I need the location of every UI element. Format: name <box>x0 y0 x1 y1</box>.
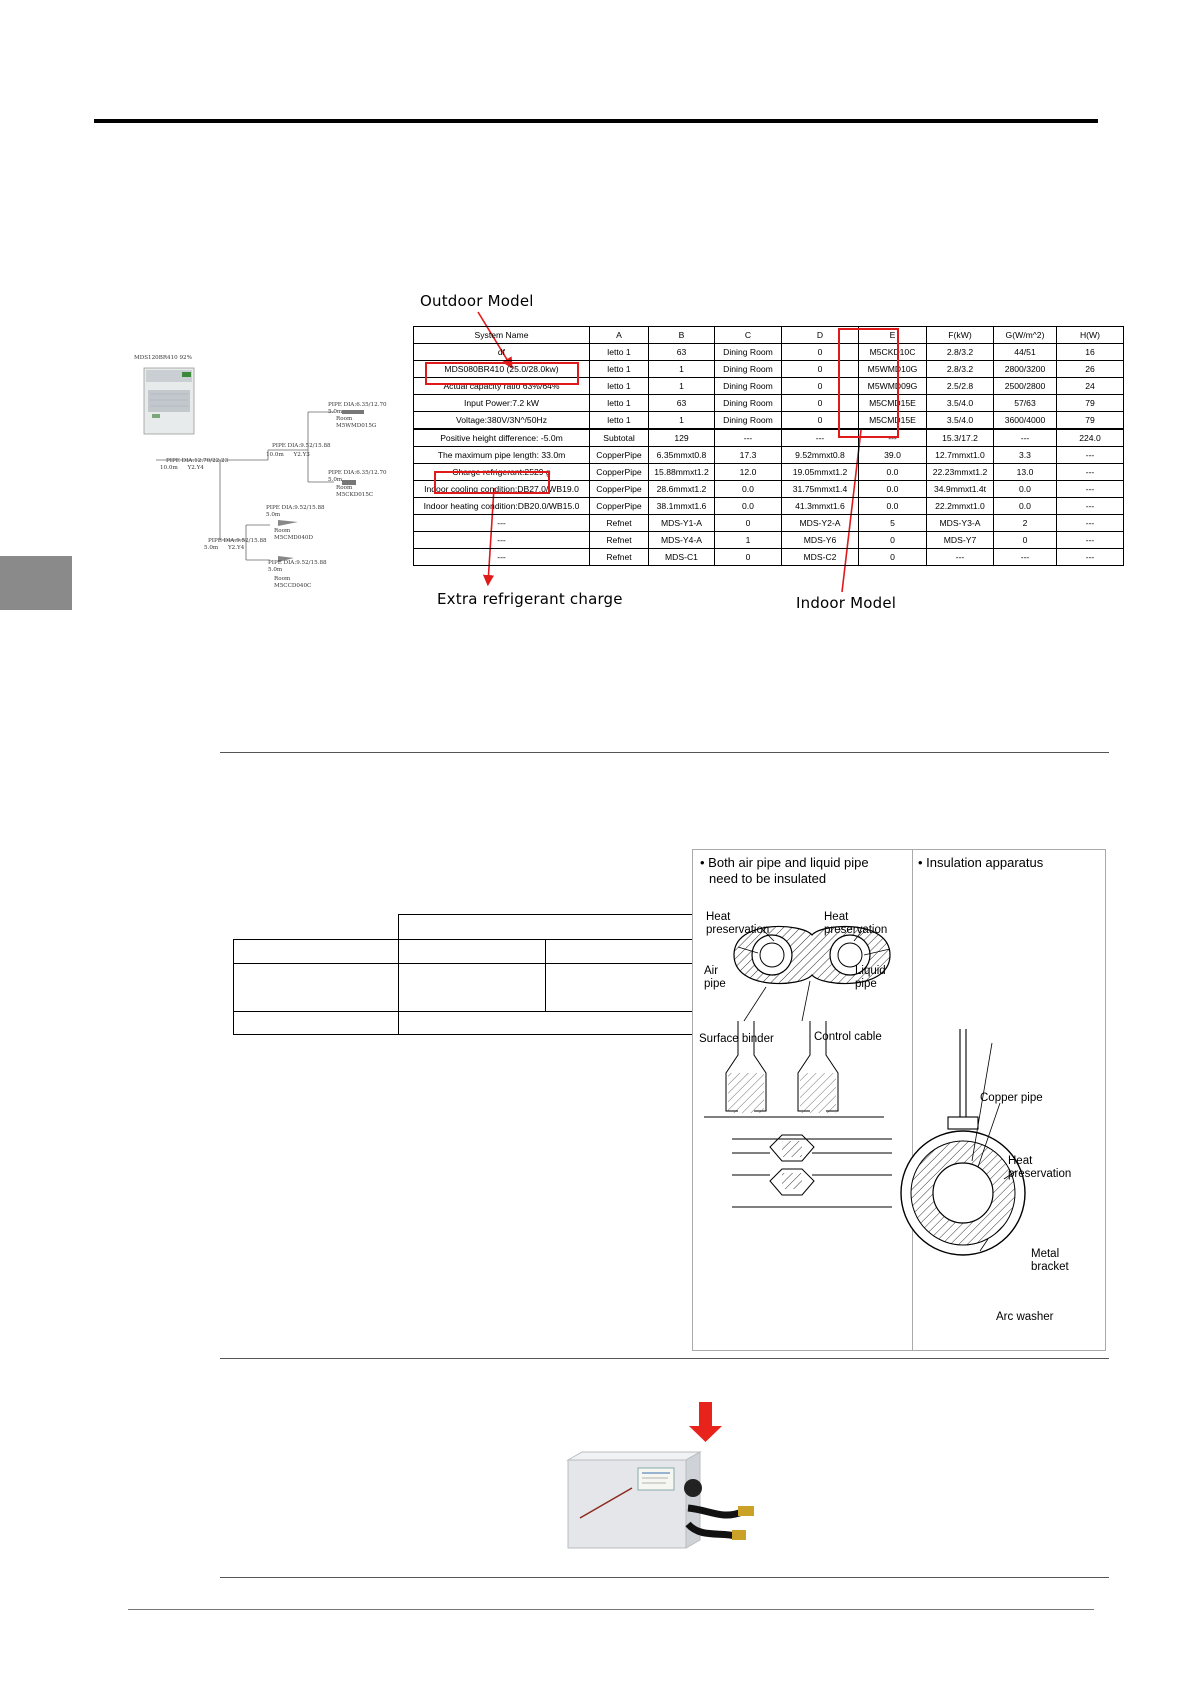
diagram-label: PIPE DIA:9.52/15.88 <box>208 538 267 544</box>
table-cell: 3.5/4.0 <box>927 395 994 412</box>
table-header-cell: E <box>859 327 927 344</box>
table-cell: --- <box>414 549 590 566</box>
table-cell: MDS-Y7 <box>927 532 994 549</box>
table-cell: 16 <box>1057 344 1124 361</box>
table-cell: 0.0 <box>859 498 927 515</box>
table-cell: 34.9mmxt1.4t <box>927 481 994 498</box>
diagram-label: 5.0m <box>204 545 219 551</box>
table-cell: 1 <box>649 378 715 395</box>
outdoor-model-box <box>425 362 579 385</box>
table-cell: letto 1 <box>590 412 649 430</box>
table-cell: 0 <box>715 549 782 566</box>
table-cell: MDS-C1 <box>649 549 715 566</box>
table-row <box>414 412 1124 430</box>
table-cell: M5CMD15E <box>859 412 927 430</box>
table-cell: --- <box>1057 447 1124 464</box>
footer-rule <box>128 1609 1094 1610</box>
table-cell: 3.5/4.0 <box>927 412 994 430</box>
table-cell: 1 <box>715 532 782 549</box>
indoor-model-callout: Indoor Model <box>796 594 897 612</box>
label-surface-binder: Surface binder <box>699 1033 774 1045</box>
table-cell: 28.6mmxt1.2 <box>649 481 715 498</box>
table-cell: 2800/3200 <box>994 361 1057 378</box>
diagram-label: 10.0m <box>160 465 178 471</box>
table-cell: MDS-Y3-A <box>927 515 994 532</box>
table-cell: --- <box>927 549 994 566</box>
table-cell: Refnet <box>590 515 649 532</box>
charge-refrigerant-box <box>434 471 550 494</box>
table-cell: 0.0 <box>994 481 1057 498</box>
table-cell: Refnet <box>590 532 649 549</box>
table-cell: 0 <box>782 395 859 412</box>
refrigerant-unit-photo <box>560 1398 780 1563</box>
table-cell: CopperPipe <box>590 498 649 515</box>
table-cell: 0 <box>782 344 859 361</box>
indoor-model-box <box>838 328 899 438</box>
table-cell: 19.05mmxt1.2 <box>782 464 859 481</box>
table-cell: 0 <box>782 412 859 430</box>
label-control-cable: Control cable <box>814 1031 882 1043</box>
table-header-cell: D <box>782 327 859 344</box>
table-cell: 31.75mmxt1.4 <box>782 481 859 498</box>
table-cell: Dining Room <box>715 344 782 361</box>
table-cell: --- <box>414 515 590 532</box>
table-cell: 2500/2800 <box>994 378 1057 395</box>
diagram-label: PIPE DIA:9.52/15.88 <box>266 505 325 511</box>
diagram-label: Room <box>336 485 353 491</box>
table-cell: 2.5/2.8 <box>927 378 994 395</box>
table-cell: 0.0 <box>994 498 1057 515</box>
table-row <box>414 532 1124 549</box>
table-cell: M5CMD15E <box>859 395 927 412</box>
table-cell: --- <box>859 429 927 447</box>
table-cell: --- <box>1057 498 1124 515</box>
table-cell: 38.1mmxt1.6 <box>649 498 715 515</box>
table-header-row <box>414 327 1124 344</box>
table-cell: Refnet <box>590 549 649 566</box>
table-cell: --- <box>414 532 590 549</box>
table-cell: 22.23mmxt1.2 <box>927 464 994 481</box>
table-row <box>414 429 1124 447</box>
label-copper-pipe: Copper pipe <box>980 1092 1043 1104</box>
table-cell: M5WMD09G <box>859 378 927 395</box>
table-cell: 39.0 <box>859 447 927 464</box>
diagram-label: M5CKD015C <box>336 491 374 498</box>
blank-table <box>233 914 693 1035</box>
diagram-label: M5CCD040C <box>274 582 312 589</box>
table-cell: Dining Room <box>715 378 782 395</box>
table-cell: 26 <box>1057 361 1124 378</box>
diagram-label: Y2.Y4 <box>187 465 204 471</box>
label-metal-bracket: Metal bracket <box>1031 1248 1069 1273</box>
table-cell: 63 <box>649 395 715 412</box>
table-cell: 1 <box>649 412 715 430</box>
table-cell: 15.3/17.2 <box>927 429 994 447</box>
table-cell: 0 <box>859 532 927 549</box>
table-cell: MDS-Y1-A <box>649 515 715 532</box>
diagram-label: PIPE DIA:6.35/12.70 <box>328 402 387 408</box>
table-cell: 129 <box>649 429 715 447</box>
table-cell: 0 <box>994 532 1057 549</box>
table-cell: 0 <box>782 378 859 395</box>
table-cell: --- <box>1057 549 1124 566</box>
label-arc-washer: Arc washer <box>996 1311 1054 1323</box>
table-cell: 224.0 <box>1057 429 1124 447</box>
table-cell: letto 1 <box>590 378 649 395</box>
table-cell: 22.2mmxt1.0 <box>927 498 994 515</box>
diagram-label: 5.0m <box>266 511 281 518</box>
table-row <box>414 344 1124 361</box>
table-cell: 0 <box>859 549 927 566</box>
table-cell: --- <box>715 429 782 447</box>
table-header-cell: B <box>649 327 715 344</box>
table-cell: 9.52mmxt0.8 <box>782 447 859 464</box>
diagram-label: Room <box>274 528 291 534</box>
table-cell: Indoor cooling condition:DB27.0/WB19.0 <box>414 481 590 498</box>
table-cell: --- <box>1057 515 1124 532</box>
table-row <box>414 515 1124 532</box>
table-cell: 0 <box>715 515 782 532</box>
diagram-label: PIPE DIA:9.52/15.88 <box>268 560 327 566</box>
table-cell: M5WMD10G <box>859 361 927 378</box>
table-cell: 0.0 <box>715 481 782 498</box>
diagram-label: Room <box>336 416 353 422</box>
table-cell: --- <box>994 429 1057 447</box>
table-cell: 0.0 <box>715 498 782 515</box>
table-cell: 12.0 <box>715 464 782 481</box>
table-cell: 12.7mmxt1.0 <box>927 447 994 464</box>
table-cell: 79 <box>1057 412 1124 430</box>
table-row <box>414 498 1124 515</box>
table-cell: Subtotal <box>590 429 649 447</box>
table-cell: --- <box>1057 481 1124 498</box>
table-cell: Positive height difference: -5.0m <box>414 429 590 447</box>
table-cell: 2.8/3.2 <box>927 361 994 378</box>
table-cell: 24 <box>1057 378 1124 395</box>
table-cell: 17.3 <box>715 447 782 464</box>
table-cell: CopperPipe <box>590 447 649 464</box>
table-cell: letto 1 <box>590 361 649 378</box>
table-cell: CopperPipe <box>590 464 649 481</box>
table-cell: 0.0 <box>859 481 927 498</box>
table-cell: 2.8/3.2 <box>927 344 994 361</box>
table-cell: MDS-Y4-A <box>649 532 715 549</box>
table-cell: df <box>414 344 590 361</box>
table-cell: MDS-Y6 <box>782 532 859 549</box>
label-heat-preservation: Heat preservation <box>706 911 770 936</box>
outdoor-model-callout: Outdoor Model <box>420 292 534 310</box>
label-liquid-pipe: Liquid pipe <box>855 965 886 990</box>
diagram-label: 10.0m <box>266 452 284 458</box>
table-cell: --- <box>1057 464 1124 481</box>
table-cell: 15.88mmxt1.2 <box>649 464 715 481</box>
table-cell: 0.0 <box>859 464 927 481</box>
table-row <box>414 447 1124 464</box>
table-cell: MDS-C2 <box>782 549 859 566</box>
diagram-label: Y2.Y4 <box>227 545 245 551</box>
diagram-label: Y2.Y3 <box>293 452 310 458</box>
diagram-label: PIPE DIA:9.52/15.88 <box>272 443 331 449</box>
diagram-label: M5WMD015G <box>336 422 377 429</box>
table-cell: 79 <box>1057 395 1124 412</box>
section-divider <box>220 1577 1109 1578</box>
table-cell: The maximum pipe length: 33.0m <box>414 447 590 464</box>
label-heat-preservation: Heat preservation <box>824 911 888 936</box>
diagram-label: 5.0m <box>328 408 343 415</box>
table-cell: 44/51 <box>994 344 1057 361</box>
table-cell: 63 <box>649 344 715 361</box>
diagram-label: 5.0m <box>328 476 343 483</box>
table-cell: 0 <box>782 361 859 378</box>
table-cell: M5CKD10C <box>859 344 927 361</box>
table-cell: 3600/4000 <box>994 412 1057 430</box>
table-cell: 2 <box>994 515 1057 532</box>
table-cell: CopperPipe <box>590 481 649 498</box>
table-cell: 5 <box>859 515 927 532</box>
section-divider <box>220 1358 1109 1359</box>
table-cell: Charge refrigerant:2529 g <box>414 464 590 481</box>
table-cell: 3.3 <box>994 447 1057 464</box>
table-cell: Dining Room <box>715 412 782 430</box>
label-air-pipe: Air pipe <box>704 965 726 990</box>
table-cell: 13.0 <box>994 464 1057 481</box>
table-row <box>414 549 1124 566</box>
table-header-cell: System Name <box>414 327 590 344</box>
table-cell: 1 <box>649 361 715 378</box>
table-header-cell: H(W) <box>1057 327 1124 344</box>
table-cell: Actual capacity ratio 63%/64% <box>414 378 590 395</box>
table-cell: --- <box>782 429 859 447</box>
table-cell: 41.3mmxt1.6 <box>782 498 859 515</box>
unit-label: MDS120BR410 92% <box>134 355 192 361</box>
diagram-label: PIPE DIA:12.70/22.23 <box>166 458 229 464</box>
table-cell: letto 1 <box>590 395 649 412</box>
table-cell: --- <box>994 549 1057 566</box>
table-header-cell: C <box>715 327 782 344</box>
table-cell: MDS-Y2-A <box>782 515 859 532</box>
table-cell: --- <box>1057 532 1124 549</box>
table-header-cell: F(kW) <box>927 327 994 344</box>
diagram-label: Room <box>274 576 291 582</box>
table-cell: Dining Room <box>715 395 782 412</box>
table-row <box>414 395 1124 412</box>
table-cell: Input Power:7.2 kW <box>414 395 590 412</box>
table-cell: letto 1 <box>590 344 649 361</box>
table-cell: Dining Room <box>715 361 782 378</box>
extra-refrigerant-callout: Extra refrigerant charge <box>437 590 623 608</box>
section-divider <box>220 752 1109 753</box>
table-cell: Indoor heating condition:DB20.0/WB15.0 <box>414 498 590 515</box>
diagram-label: PIPE DIA:6.35/12.70 <box>328 470 387 476</box>
table-cell: Voltage:380V/3N^/50Hz <box>414 412 590 430</box>
label-heat-preservation: Heat preservation <box>1008 1155 1072 1180</box>
table-header-cell: G(W/m^2) <box>994 327 1057 344</box>
diagram-label: M5CMD040D <box>274 534 313 541</box>
insulation-left-title: • Both air pipe and liquid pipe need to be insulated <box>700 855 869 886</box>
table-cell: 6.35mmxt0.8 <box>649 447 715 464</box>
diagram-label: 5.0m <box>268 566 283 573</box>
table-cell: MDS080BR410 (25.0/28.0kw) <box>414 361 590 378</box>
insulation-right-title: • Insulation apparatus <box>918 855 1044 870</box>
table-cell: 57/63 <box>994 395 1057 412</box>
table-header-cell: A <box>590 327 649 344</box>
